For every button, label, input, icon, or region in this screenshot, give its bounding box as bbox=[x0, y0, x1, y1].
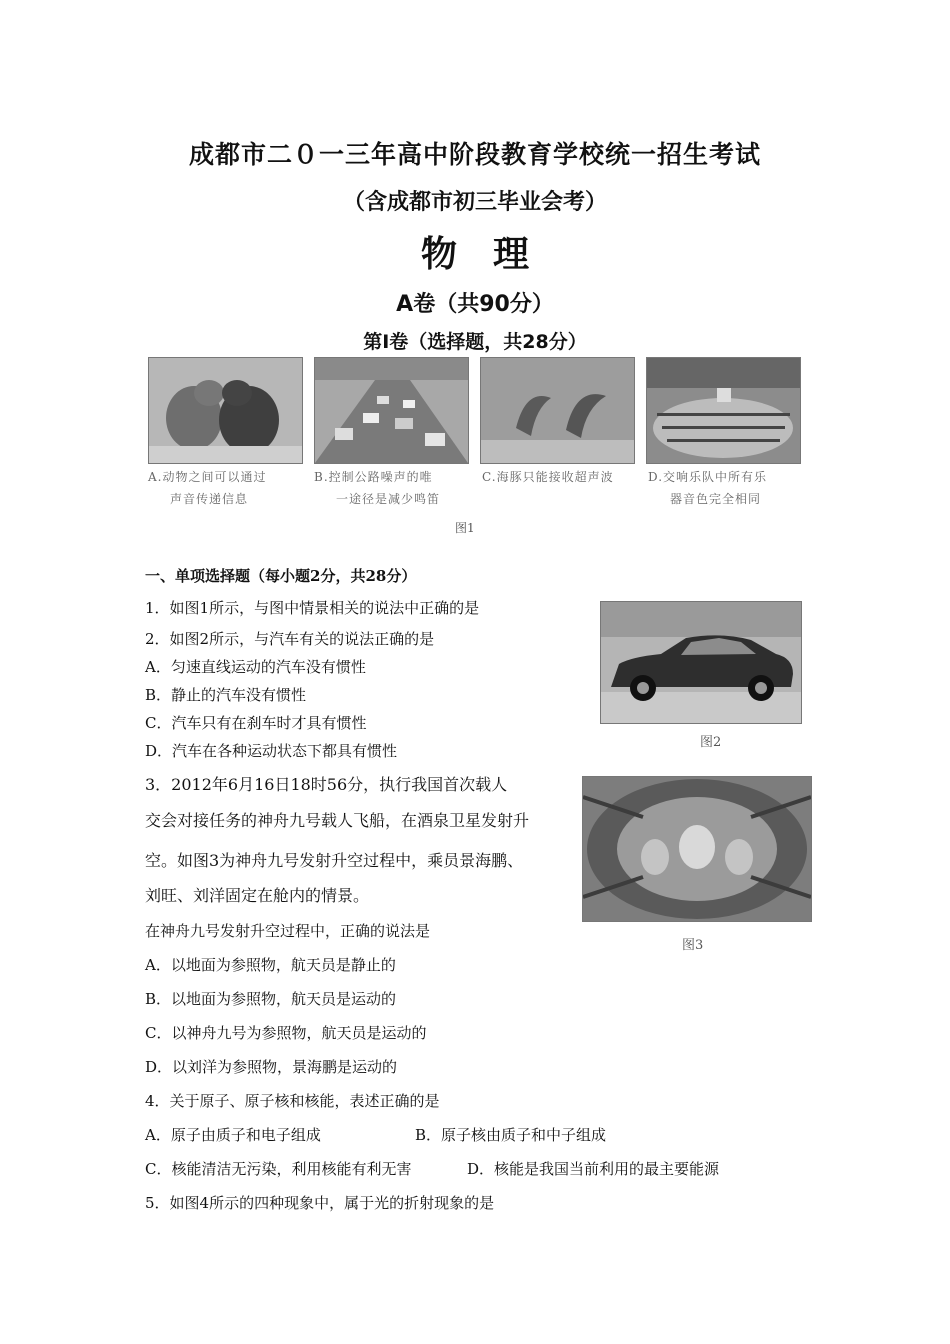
question-2-option-d: D．汽车在各种运动状态下都具有惯性 bbox=[145, 742, 398, 760]
caption-b-line2: 一途径是减少鸣笛 bbox=[336, 492, 441, 506]
question-2-option-b: B．静止的汽车没有惯性 bbox=[145, 686, 307, 704]
question-3-line3: 空。如图3为神舟九号发射升空过程中，乘员景海鹏、 bbox=[145, 851, 524, 870]
question-5: 5．如图4所示的四种现象中，属于光的折射现象的是 bbox=[145, 1194, 495, 1212]
caption-a-line1: A.动物之间可以通过 bbox=[148, 470, 267, 484]
question-3-option-b: B．以地面为参照物，航天员是运动的 bbox=[145, 990, 397, 1008]
caption-c-line1: C.海豚只能接收超声波 bbox=[482, 470, 614, 484]
question-4-option-a: A．原子由质子和电子组成 bbox=[145, 1126, 321, 1144]
figure1-photo-dolphins bbox=[480, 357, 635, 464]
question-2: 2．如图2所示，与汽车有关的说法正确的是 bbox=[145, 630, 435, 648]
figure1-caption-d bbox=[648, 466, 767, 510]
figure1-caption-b bbox=[314, 466, 440, 510]
question-1: 1．如图1所示，与图中情景相关的说法中正确的是 bbox=[145, 599, 480, 617]
figure2-photo-car bbox=[600, 601, 802, 724]
question-3-line2: 交会对接任务的神舟九号载人飞船，在酒泉卫星发射升 bbox=[145, 811, 530, 830]
figure1-photo-animals bbox=[148, 357, 303, 464]
figure3-photo-capsule bbox=[582, 776, 812, 922]
caption-d-line1: D.交响乐队中所有乐 bbox=[648, 470, 768, 484]
exam-subtitle: （含成都市初三毕业会考） bbox=[342, 189, 607, 215]
question-4: 4．关于原子、原子核和核能，表述正确的是 bbox=[145, 1092, 440, 1110]
question-3-stem: 在神舟九号发射升空过程中，正确的说法是 bbox=[145, 922, 431, 940]
question-2-option-c: C．汽车只有在刹车时才具有惯性 bbox=[145, 714, 367, 732]
figure1-photo-orchestra bbox=[646, 357, 801, 464]
caption-a-line2: 声音传递信息 bbox=[170, 492, 249, 506]
part-title: 第Ⅰ卷（选择题，共28分） bbox=[363, 331, 587, 353]
question-3-option-d: D．以刘洋为参照物，景海鹏是运动的 bbox=[145, 1058, 398, 1076]
figure1-photo-traffic bbox=[314, 357, 469, 464]
caption-d-line2: 器音色完全相同 bbox=[670, 492, 762, 506]
exam-title: 成都市二０一三年高中阶段教育学校统一招生考试 bbox=[188, 140, 761, 169]
question-4-option-b: B．原子核由质子和中子组成 bbox=[415, 1126, 607, 1144]
figure1-label: 图1 bbox=[455, 521, 475, 535]
question-4-option-d: D．核能是我国当前利用的最主要能源 bbox=[467, 1160, 720, 1178]
figure2-label: 图2 bbox=[700, 735, 722, 750]
question-3-option-a: A．以地面为参照物，航天员是静止的 bbox=[145, 956, 396, 974]
question-2-option-a: A．匀速直线运动的汽车没有惯性 bbox=[145, 658, 366, 676]
subject-title: 物 理 bbox=[420, 233, 529, 275]
figure1-caption-a bbox=[148, 466, 266, 510]
figure1-caption-c bbox=[482, 466, 614, 488]
section-heading: 一、单项选择题（每小题2分，共28分） bbox=[145, 567, 417, 585]
question-3-line1: 3．2012年6月16日18时56分，执行我国首次载人 bbox=[145, 775, 508, 794]
figure3-label: 图3 bbox=[682, 938, 704, 953]
volume-title: A卷（共90分） bbox=[396, 292, 554, 317]
question-3-option-c: C．以神舟九号为参照物，航天员是运动的 bbox=[145, 1024, 427, 1042]
question-3-line4: 刘旺、刘洋固定在舱内的情景。 bbox=[145, 886, 370, 905]
caption-b-line1: B.控制公路噪声的唯 bbox=[314, 470, 433, 484]
question-4-option-c: C．核能清洁无污染，利用核能有利无害 bbox=[145, 1160, 412, 1178]
